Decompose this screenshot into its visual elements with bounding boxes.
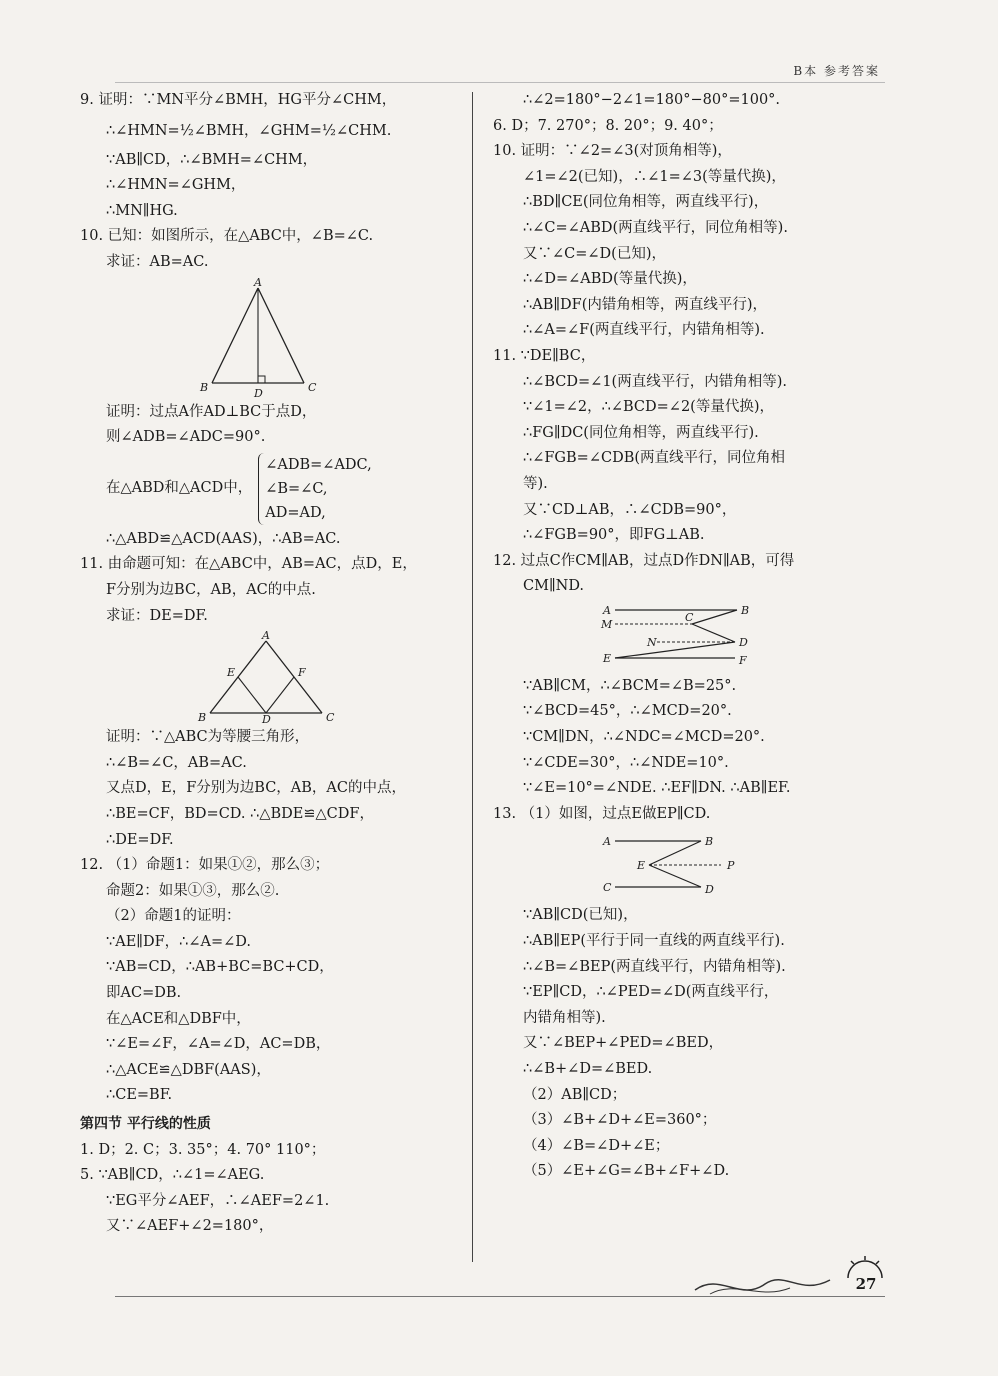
q12-parallel-figure	[597, 602, 883, 672]
q11-triangle-svg	[80, 631, 340, 723]
q10-given: 10. 已知：如图所示，在△ABC中，∠B=∠C.	[80, 228, 374, 245]
right-angle-mark	[258, 376, 265, 383]
segment-ed	[649, 865, 701, 887]
r-line-5: ∴BD∥CE(同位角相等，两直线平行)，	[523, 194, 769, 211]
r-line-2: 6. D；7. 270°；8. 20°；9. 40°；	[493, 117, 723, 134]
q10-prove: 求证：AB=AC.	[106, 253, 209, 270]
header-rule	[115, 82, 885, 83]
label-d: D	[254, 386, 263, 398]
r-line-19: 12. 过点C作CM∥AB，过点D作DN∥AB，可得	[493, 552, 795, 569]
sun-ray-left	[851, 1261, 854, 1264]
label-n: N	[647, 635, 657, 649]
q13-svg	[597, 829, 757, 901]
r-line-21: ∵AB∥CM，∴∠BCM=∠B=25°.	[523, 677, 737, 694]
q11-proof-1: 证明：∵△ABC为等腰三角形，	[106, 729, 310, 746]
label-d: D	[739, 635, 748, 649]
label-c: C	[685, 610, 694, 624]
q10-brace-3: AD=AD,	[265, 504, 326, 521]
label-p: P	[727, 859, 735, 873]
q9-line-3: ∵AB∥CD，∴∠BMH=∠CHM，	[106, 151, 318, 168]
q12-line-8: ∵∠E=∠F，∠A=∠D，AC=DB，	[106, 1036, 331, 1053]
q10-brace-block	[80, 453, 465, 525]
q9-line-1: 9. 证明：∵MN平分∠BMH，HG平分∠CHM，	[80, 92, 397, 108]
sun-ray-right	[876, 1261, 879, 1264]
segment-cd	[692, 624, 735, 642]
q10-brace-2: ∠B=∠C,	[265, 480, 328, 497]
r-line-6: ∴∠C=∠ABD(两直线平行，同位角相等).	[523, 219, 788, 236]
q12-line-10: ∴CE=BF.	[106, 1087, 173, 1104]
q12-line-5: ∵AB=CD，∴AB+BC=BC+CD，	[106, 959, 334, 976]
q11-proof-3: 又点D，E，F分别为边BC，AB，AC的中点，	[106, 780, 406, 797]
page-number: 27	[855, 1275, 877, 1293]
label-c: C	[603, 881, 612, 895]
s4-line-1: 1. D；2. C；3. 35°；4. 70° 110°；	[80, 1141, 326, 1158]
q10-brace-lead: 在△ABD和△ACD中，	[106, 479, 253, 496]
right-column	[493, 88, 883, 1185]
q12-line-1: 12. （1）命题1：如果①②，那么③；	[80, 857, 330, 874]
s4-line-2: 5. ∵AB∥CD，∴∠1=∠AEG.	[80, 1167, 265, 1184]
q11-triangle-figure	[80, 631, 465, 723]
r-line-14: ∴FG∥DC(同位角相等，两直线平行).	[523, 424, 759, 441]
r-line-12: ∴∠BCD=∠1(两直线平行，内错角相等).	[523, 373, 787, 390]
r-line-24: ∵∠CDE=30°，∴∠NDE=10°.	[523, 754, 729, 771]
q10-triangle-figure	[80, 278, 465, 398]
label-c: C	[326, 711, 335, 724]
r-line-34: （2）AB∥CD；	[523, 1086, 627, 1103]
q12-parallel-svg	[597, 602, 757, 672]
q12-line-9: ∴△ACE≌△DBF(AAS)，	[106, 1061, 271, 1078]
r-line-31: 内错角相等).	[523, 1009, 606, 1026]
r-line-30: ∵EP∥CD，∴∠PED=∠D(两直线平行，	[523, 984, 779, 1001]
label-f: F	[739, 653, 747, 667]
edge-ac	[258, 288, 304, 383]
q10-triangle-svg	[80, 278, 340, 398]
q13-figure	[597, 829, 883, 901]
section-title: 第四节 平行线的性质	[80, 1116, 211, 1133]
r-line-1: ∴∠2=180°−2∠1=180°−80°=100°.	[523, 92, 781, 108]
q9-line-2: ∴∠HMN=½∠BMH，∠GHM=½∠CHM.	[106, 122, 392, 139]
q11-line-3: 求证：DE=DF.	[106, 607, 208, 624]
q12-line-7: 在△ACE和△DBF中，	[106, 1010, 251, 1027]
label-f: F	[298, 666, 306, 680]
r-line-27: ∵AB∥CD(已知)，	[523, 907, 638, 924]
q9-line-5: ∴MN∥HG.	[106, 202, 178, 219]
r-line-18: ∴∠FGB=90°，即FG⊥AB.	[523, 527, 705, 544]
r-line-35: （3）∠B+∠D+∠E=360°；	[523, 1112, 717, 1129]
label-e: E	[227, 666, 236, 680]
r-line-17: 又∵CD⊥AB，∴∠CDB=90°，	[523, 501, 737, 518]
q11-proof-2: ∴∠B=∠C，AB=AC.	[106, 754, 247, 771]
q9-line-4: ∴∠HMN=∠GHM，	[106, 177, 246, 194]
segment-ed	[238, 677, 266, 713]
q11-line-2: F分别为边BC，AB，AC的中点.	[106, 581, 316, 598]
r-line-25: ∵∠E=10°=∠NDE. ∴EF∥DN. ∴AB∥EF.	[523, 780, 791, 797]
column-divider	[472, 92, 473, 1262]
segment-be	[649, 841, 701, 865]
r-line-36: （4）∠B=∠D+∠E；	[523, 1137, 670, 1154]
label-b: B	[198, 711, 207, 724]
q10-proof-1: 证明：过点A作AD⊥BC于点D，	[106, 403, 317, 420]
label-d: D	[705, 883, 714, 897]
edge-ab	[212, 288, 258, 383]
label-a: A	[603, 835, 611, 849]
q11-line-1: 11. 由命题可知：在△ABC中，AB=AC，点D，E，	[80, 556, 417, 573]
q11-proof-4: ∴BE=CF，BD=CD. ∴△BDE≌△CDF，	[106, 805, 374, 822]
q10-brace	[258, 453, 371, 525]
q12-line-3: （2）命题1的证明：	[106, 908, 241, 925]
label-e: E	[637, 859, 646, 873]
r-line-15: ∴∠FGB=∠CDB(两直线平行，同位角相	[523, 450, 786, 467]
r-line-16: 等).	[523, 475, 548, 492]
r-line-13: ∵∠1=∠2，∴∠BCD=∠2(等量代换)，	[523, 399, 774, 416]
r-line-11: 11. ∵DE∥BC，	[493, 347, 596, 364]
s4-line-3: ∵EG平分∠AEF，∴∠AEF=2∠1.	[106, 1192, 330, 1209]
label-a: A	[603, 603, 611, 617]
r-line-3: 10. 证明：∵∠2=∠3(对顶角相等)，	[493, 143, 732, 160]
label-b: B	[200, 380, 209, 394]
footer-rule	[115, 1296, 885, 1297]
r-line-22: ∵∠BCD=45°，∴∠MCD=20°.	[523, 703, 732, 720]
r-line-37: （5）∠E+∠G=∠B+∠F+∠D.	[523, 1163, 730, 1180]
swirl-path-2	[710, 1288, 790, 1294]
r-line-10: ∴∠A=∠F(两直线平行，内错角相等).	[523, 322, 765, 339]
r-line-7: 又∵∠C=∠D(已知)，	[523, 245, 666, 262]
q12-line-4: ∵AE∥DF，∴∠A=∠D.	[106, 933, 252, 950]
segment-de	[615, 642, 735, 658]
s4-line-4: 又∵∠AEF+∠2=180°，	[106, 1218, 274, 1235]
r-line-28: ∴AB∥EP(平行于同一直线的两直线平行).	[523, 933, 785, 950]
r-line-23: ∵CM∥DN，∴∠NDC=∠MCD=20°.	[523, 729, 765, 746]
label-c: C	[308, 380, 317, 394]
label-b: B	[705, 835, 714, 849]
segment-bc	[692, 610, 737, 624]
r-line-20: CM∥ND.	[523, 578, 585, 595]
q10-conclusion: ∴△ABD≌△ACD(AAS)，∴AB=AC.	[106, 530, 341, 547]
segment-fd	[266, 677, 294, 713]
swirl-path	[695, 1280, 830, 1290]
r-line-8: ∴∠D=∠ABD(等量代换)，	[523, 271, 697, 288]
r-line-29: ∴∠B=∠BEP(两直线平行，内错角相等).	[523, 958, 786, 975]
q10-brace-1: ∠ADB=∠ADC,	[265, 456, 372, 473]
label-e: E	[603, 651, 612, 665]
label-m: M	[601, 617, 613, 631]
r-line-9: ∴AB∥DF(内错角相等，两直线平行)，	[523, 296, 768, 313]
label-b: B	[741, 603, 750, 617]
q12-line-2: 命题2：如果①③，那么②.	[106, 882, 280, 899]
r-line-32: 又∵∠BEP+∠PED=∠BED，	[523, 1035, 724, 1052]
q12-line-6: 即AC=DB.	[106, 985, 182, 1002]
label-a: A	[262, 631, 270, 643]
r-line-33: ∴∠B+∠D=∠BED.	[523, 1061, 653, 1077]
r-line-26: 13. （1）如图，过点E做EP∥CD.	[493, 805, 711, 822]
label-a: A	[254, 277, 262, 289]
r-line-4: ∠1=∠2(已知)，∴∠1=∠3(等量代换)，	[523, 168, 786, 185]
q11-proof-5: ∴DE=DF.	[106, 831, 174, 848]
label-d: D	[262, 713, 271, 724]
left-column	[80, 88, 465, 1240]
page-header: B本 参考答案	[793, 64, 880, 78]
q10-proof-2: 则∠ADB=∠ADC=90°.	[106, 429, 266, 446]
